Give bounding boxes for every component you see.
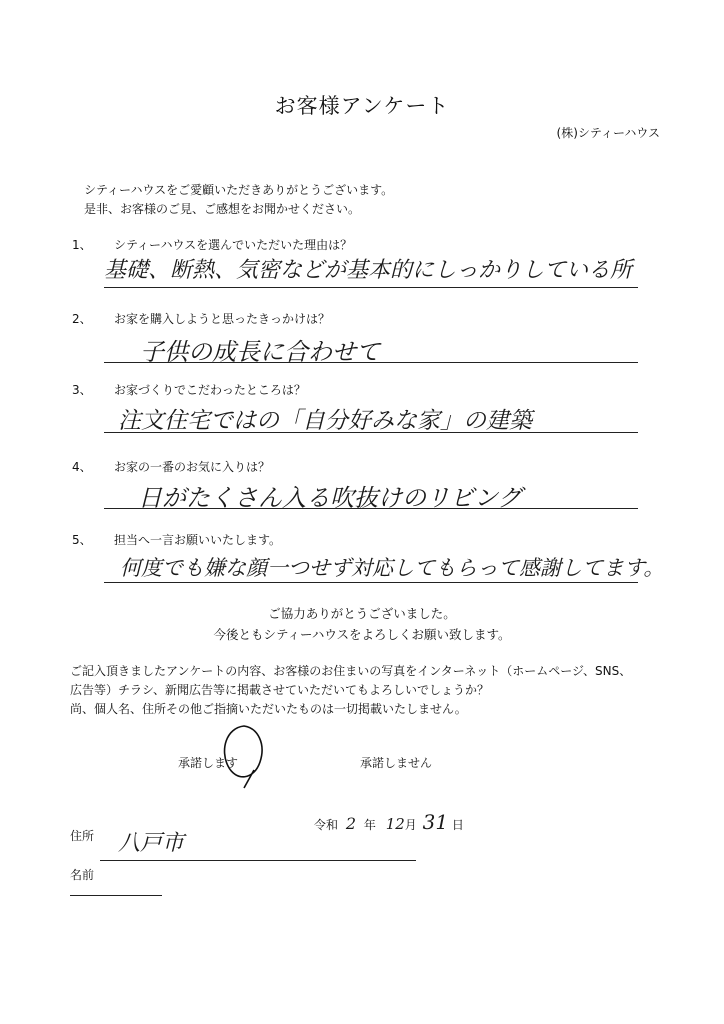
address-value: 八戸市 bbox=[118, 831, 185, 856]
name-label: 名前 bbox=[70, 868, 95, 882]
company-name: (株)シティーハウス bbox=[556, 126, 660, 140]
question-number-3: 3、 bbox=[72, 383, 92, 397]
date-day: 31 bbox=[422, 810, 449, 834]
date-day-unit: 日 bbox=[451, 818, 464, 832]
answer-line-2 bbox=[104, 362, 638, 363]
date-row bbox=[314, 810, 464, 834]
consent-line-2: 広告等）チラシ、新聞広告等に掲載させていただいてもよろしいでしょうか？ bbox=[70, 683, 490, 697]
question-text-5: 担当へ一言お願いいたします。 bbox=[114, 533, 282, 547]
answer-4: 日がたくさん入る吹抜けのリビング bbox=[138, 484, 522, 512]
date-year: 2 bbox=[345, 814, 357, 833]
answer-5: 何度でも嫌な顔一つせず対応してもらって感謝してます。 bbox=[120, 556, 665, 580]
date-month: 12 bbox=[385, 815, 405, 833]
consent-line-1: ご記入頂きましたアンケートの内容、お客様のお住まいの写真をインターネット（ホームページ、SNS、 bbox=[70, 664, 632, 678]
date-era: 令和 bbox=[314, 818, 339, 832]
address-line bbox=[100, 860, 416, 861]
closing-line-2: 今後ともシティーハウスをよろしくお願い致します。 bbox=[213, 627, 511, 642]
question-text-1: シティーハウスを選んでいただいた理由は？ bbox=[114, 238, 353, 252]
closing-line-1: ご協力ありがとうございました。 bbox=[268, 606, 456, 621]
question-number-1: 1、 bbox=[72, 238, 92, 252]
agree-option[interactable]: 承諾します bbox=[178, 756, 239, 770]
answer-2: 子供の成長に合わせて bbox=[140, 338, 380, 366]
question-number-5: 5、 bbox=[72, 533, 92, 547]
question-text-4: お家の一番のお気に入りは？ bbox=[114, 460, 271, 474]
disagree-option[interactable]: 承諾しません bbox=[360, 756, 433, 770]
hand-drawn-circle-mark bbox=[214, 722, 270, 792]
answer-line-4 bbox=[104, 508, 638, 509]
intro-line-2: 是非、お客様のご見、ご感想をお聞かせください。 bbox=[84, 202, 361, 216]
answer-line-3 bbox=[104, 432, 638, 433]
answer-line-1 bbox=[104, 287, 638, 288]
page-title: お客様アンケート bbox=[274, 94, 450, 118]
intro-line-1: シティーハウスをご愛顧いただきありがとうございます。 bbox=[84, 183, 394, 197]
answer-line-5 bbox=[104, 582, 638, 583]
question-text-3: お家づくりでこだわったところは？ bbox=[114, 383, 306, 397]
date-year-unit: 年 bbox=[363, 818, 376, 832]
consent-line-3: 尚、個人名、住所その他ご指摘いただいたものは一切掲載いたしません。 bbox=[70, 702, 467, 716]
address-label: 住所 bbox=[70, 829, 95, 843]
answer-3: 注文住宅ではの「自分好みな家」の建築 bbox=[118, 408, 532, 434]
answer-1: 基礎、断熱、気密などが基本的にしっかりしている所 bbox=[104, 258, 633, 283]
date-month-unit: 月 bbox=[404, 818, 417, 832]
name-line bbox=[70, 895, 162, 896]
question-number-4: 4、 bbox=[72, 460, 92, 474]
question-text-2: お家を購入しようと思ったきっかけは？ bbox=[114, 312, 331, 326]
question-number-2: 2、 bbox=[72, 312, 92, 326]
